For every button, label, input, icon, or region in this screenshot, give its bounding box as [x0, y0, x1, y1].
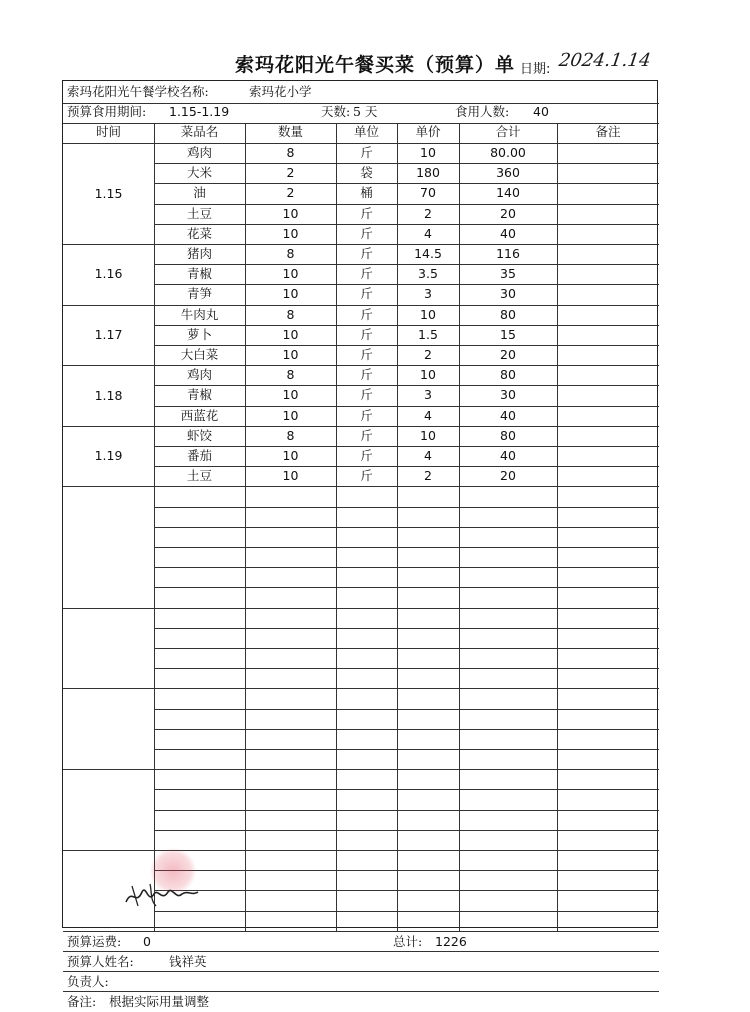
item-unit: 斤: [360, 407, 373, 423]
item-qty: 10: [282, 407, 299, 423]
group-date: 1.16: [94, 266, 123, 282]
column-header: 单位: [353, 124, 379, 139]
item-unit: 斤: [360, 266, 373, 282]
days-value: 5 天: [353, 104, 378, 119]
budget-table: [62, 80, 658, 1010]
item-total: 35: [500, 266, 516, 282]
item-name: 花菜: [186, 225, 212, 241]
item-price: 4: [424, 225, 432, 241]
item-unit: 斤: [360, 246, 373, 261]
school-label: 索玛花阳光午餐学校名称:: [67, 84, 209, 99]
item-qty: 8: [286, 427, 295, 443]
item-price: 10: [420, 427, 436, 443]
item-price: 3.5: [418, 266, 438, 282]
responsible-label: 负责人:: [67, 974, 109, 990]
item-price: 2: [424, 347, 432, 362]
item-price: 14.5: [414, 246, 442, 261]
date-value: 2024.1.14: [557, 50, 653, 71]
note-label: 备注:: [67, 994, 97, 1010]
item-qty: 10: [282, 225, 299, 241]
period-label: 预算食用期间:: [67, 104, 147, 119]
item-qty: 10: [282, 266, 299, 282]
item-qty: 10: [282, 205, 299, 221]
column-header: 数量: [277, 124, 303, 139]
freight-label: 预算运费:: [67, 933, 122, 949]
days-label: 天数:: [321, 104, 351, 119]
date-label: 日期:: [520, 62, 551, 77]
note-value: 根据实际用量调整: [109, 994, 210, 1010]
item-name: 大白菜: [180, 347, 219, 362]
item-name: 青椒: [186, 387, 212, 403]
column-header: 时间: [95, 124, 121, 139]
item-unit: 斤: [360, 145, 373, 160]
item-price: 10: [420, 367, 436, 383]
total-value: 1226: [435, 933, 467, 949]
item-price: 10: [420, 306, 436, 322]
item-total: 40: [500, 407, 516, 423]
item-total: 80: [500, 367, 516, 383]
item-total: 30: [500, 286, 516, 302]
group-date: 1.15: [94, 185, 123, 201]
item-total: 80: [500, 427, 516, 443]
period-value: 1.15-1.19: [169, 104, 230, 119]
item-qty: 10: [282, 468, 299, 484]
page-title: 索玛花阳光午餐买菜（预算）单: [234, 54, 515, 76]
item-name: 青椒: [186, 266, 212, 282]
item-name: 大米: [186, 165, 212, 181]
item-total: 140: [496, 185, 520, 201]
item-unit: 斤: [360, 427, 373, 443]
item-unit: 斤: [360, 387, 373, 403]
column-header: 合计: [495, 124, 521, 139]
item-unit: 斤: [360, 326, 373, 342]
item-qty: 8: [286, 145, 295, 160]
item-total: 30: [500, 387, 516, 403]
item-unit: 斤: [360, 205, 373, 221]
item-total: 20: [500, 468, 516, 484]
item-qty: 2: [286, 185, 295, 201]
item-qty: 10: [282, 448, 299, 463]
item-price: 3: [424, 387, 432, 403]
group-date: 1.17: [94, 326, 123, 342]
total-label: 总计:: [393, 933, 423, 949]
item-unit: 斤: [360, 347, 373, 362]
item-name: 土豆: [186, 468, 212, 484]
budget-person-name: 钱祥英: [169, 954, 207, 969]
item-price: 2: [424, 468, 432, 484]
budget-person-label: 预算人姓名:: [67, 954, 134, 969]
people-label: 食用人数:: [455, 104, 510, 119]
item-name: 土豆: [186, 205, 212, 221]
item-qty: 8: [286, 306, 295, 322]
item-unit: 斤: [360, 306, 373, 322]
item-price: 3: [424, 286, 432, 302]
item-price: 1.5: [418, 326, 438, 342]
item-name: 萝卜: [186, 326, 212, 342]
group-date: 1.19: [94, 448, 123, 464]
item-unit: 斤: [360, 367, 373, 383]
item-total: 80.00: [490, 145, 526, 160]
item-unit: 斤: [360, 286, 373, 302]
column-header: 单价: [415, 124, 441, 139]
item-name: 鸡肉: [186, 145, 212, 160]
item-total: 360: [496, 165, 520, 181]
school-name: 索玛花小学: [249, 84, 312, 99]
item-total: 20: [500, 347, 516, 362]
people-value: 40: [533, 104, 549, 119]
handwritten-signature: [122, 880, 202, 910]
item-name: 鸡肉: [186, 367, 212, 383]
item-unit: 袋: [360, 165, 373, 181]
freight-value: 0: [143, 933, 151, 949]
item-total: 116: [496, 246, 520, 261]
item-price: 2: [424, 205, 432, 221]
item-price: 180: [416, 165, 440, 181]
item-total: 40: [500, 448, 516, 463]
item-price: 4: [424, 448, 432, 463]
item-name: 西蓝花: [180, 407, 219, 423]
item-qty: 10: [282, 347, 299, 362]
group-date: 1.18: [94, 387, 123, 403]
item-total: 80: [500, 306, 516, 322]
item-qty: 8: [286, 367, 295, 383]
item-name: 猪肉: [186, 246, 212, 261]
item-unit: 斤: [360, 225, 373, 241]
item-name: 牛肉丸: [180, 306, 219, 322]
item-qty: 2: [286, 165, 295, 181]
item-price: 70: [420, 185, 436, 201]
item-name: 番茄: [186, 448, 212, 463]
item-qty: 8: [286, 246, 295, 261]
item-name: 青笋: [186, 286, 212, 302]
item-unit: 斤: [360, 468, 373, 484]
column-header: 备注: [595, 124, 621, 139]
item-name: 油: [193, 185, 206, 201]
item-qty: 10: [282, 387, 299, 403]
item-price: 4: [424, 407, 432, 423]
item-total: 15: [500, 326, 516, 342]
item-qty: 10: [282, 326, 299, 342]
item-qty: 10: [282, 286, 299, 302]
item-unit: 桶: [360, 185, 373, 201]
item-total: 40: [500, 225, 516, 241]
item-total: 20: [500, 205, 516, 221]
item-price: 10: [420, 145, 436, 160]
column-header: 菜品名: [180, 124, 219, 139]
item-unit: 斤: [360, 448, 373, 463]
item-name: 虾饺: [186, 427, 212, 443]
